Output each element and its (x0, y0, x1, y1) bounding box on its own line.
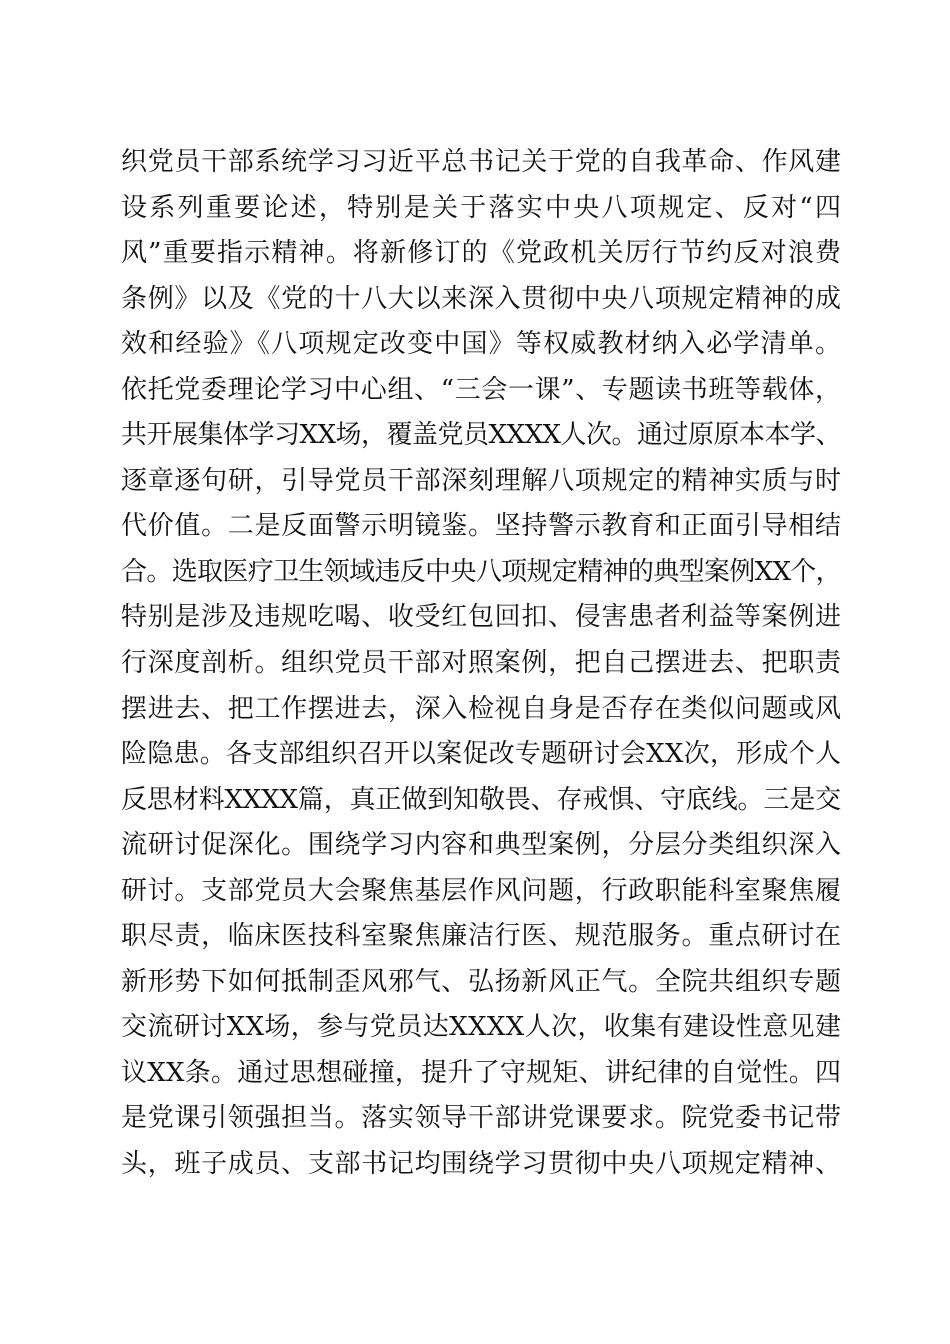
text-line: 特别是涉及违规吃喝、收受红包回扣、侵害患者利益等案例进 (121, 602, 842, 633)
text-line: 代价值。二是反面警示明镜鉴。坚持警示教育和正面引导相结 (121, 511, 842, 542)
text-line: 职尽责，临床医技科室聚焦廉洁行医、规范服务。重点研讨在 (121, 921, 842, 952)
text-line: 条例》以及《党的十八大以来深入贯彻中央八项规定精神的成 (121, 283, 842, 314)
text-line: 新形势下如何抵制歪风邪气、弘扬新风正气。全院共组织专题 (121, 966, 842, 997)
text-line: 共开展集体学习XX场，覆盖党员XXXX人次。通过原原本本学、 (121, 420, 841, 451)
text-line: 流研讨促深化。围绕学习内容和典型案例，分层分类组织深入 (121, 830, 842, 861)
text-line: 议XX条。通过思想碰撞，提升了守规矩、讲纪律的自觉性。四 (121, 1057, 842, 1088)
text-line: 风”重要指示精神。将新修订的《党政机关厉行节约反对浪费 (121, 238, 843, 269)
text-line: 研讨。支部党员大会聚焦基层作风问题，行政职能科室聚焦履 (121, 875, 842, 906)
text-line: 织党员干部系统学习习近平总书记关于党的自我革命、作风建 (121, 147, 842, 177)
text-line: 险隐患。各支部组织召开以案促改专题研讨会XX次，形成个人 (121, 739, 842, 770)
text-line: 交流研讨XX场，参与党员达XXXX人次，收集有建设性意见建 (121, 1012, 842, 1043)
body-text (121, 140, 844, 1188)
text-line: 行深度剖析。组织党员干部对照案例，把自己摆进去、把职责 (121, 648, 842, 679)
text-line: 效和经验》《八项规定改变中国》等权威教材纳入必学清单。 (121, 329, 843, 360)
text-line: 头，班子成员、支部书记均围绕学习贯彻中央八项规定精神、 (121, 1149, 842, 1180)
text-line: 是党课引领强担当。落实领导干部讲党课要求。院党委书记带 (121, 1103, 842, 1134)
text-line: 合。选取医疗卫生领域违反中央八项规定精神的典型案例XX个， (121, 556, 841, 587)
text-line: 依托党委理论学习中心组、“三会一课”、专题读书班等载体， (121, 374, 842, 405)
text-line: 设系列重要论述，特别是关于落实中央八项规定、反对“四 (121, 192, 844, 223)
text-line: 反思材料XXXX篇，真正做到知敬畏、存戒惧、守底线。三是交 (121, 784, 841, 815)
text-line: 摆进去、把工作摆进去，深入检视自身是否存在类似问题或风 (121, 693, 842, 724)
text-line: 逐章逐句研，引导党员干部深刻理解八项规定的精神实质与时 (121, 465, 842, 496)
